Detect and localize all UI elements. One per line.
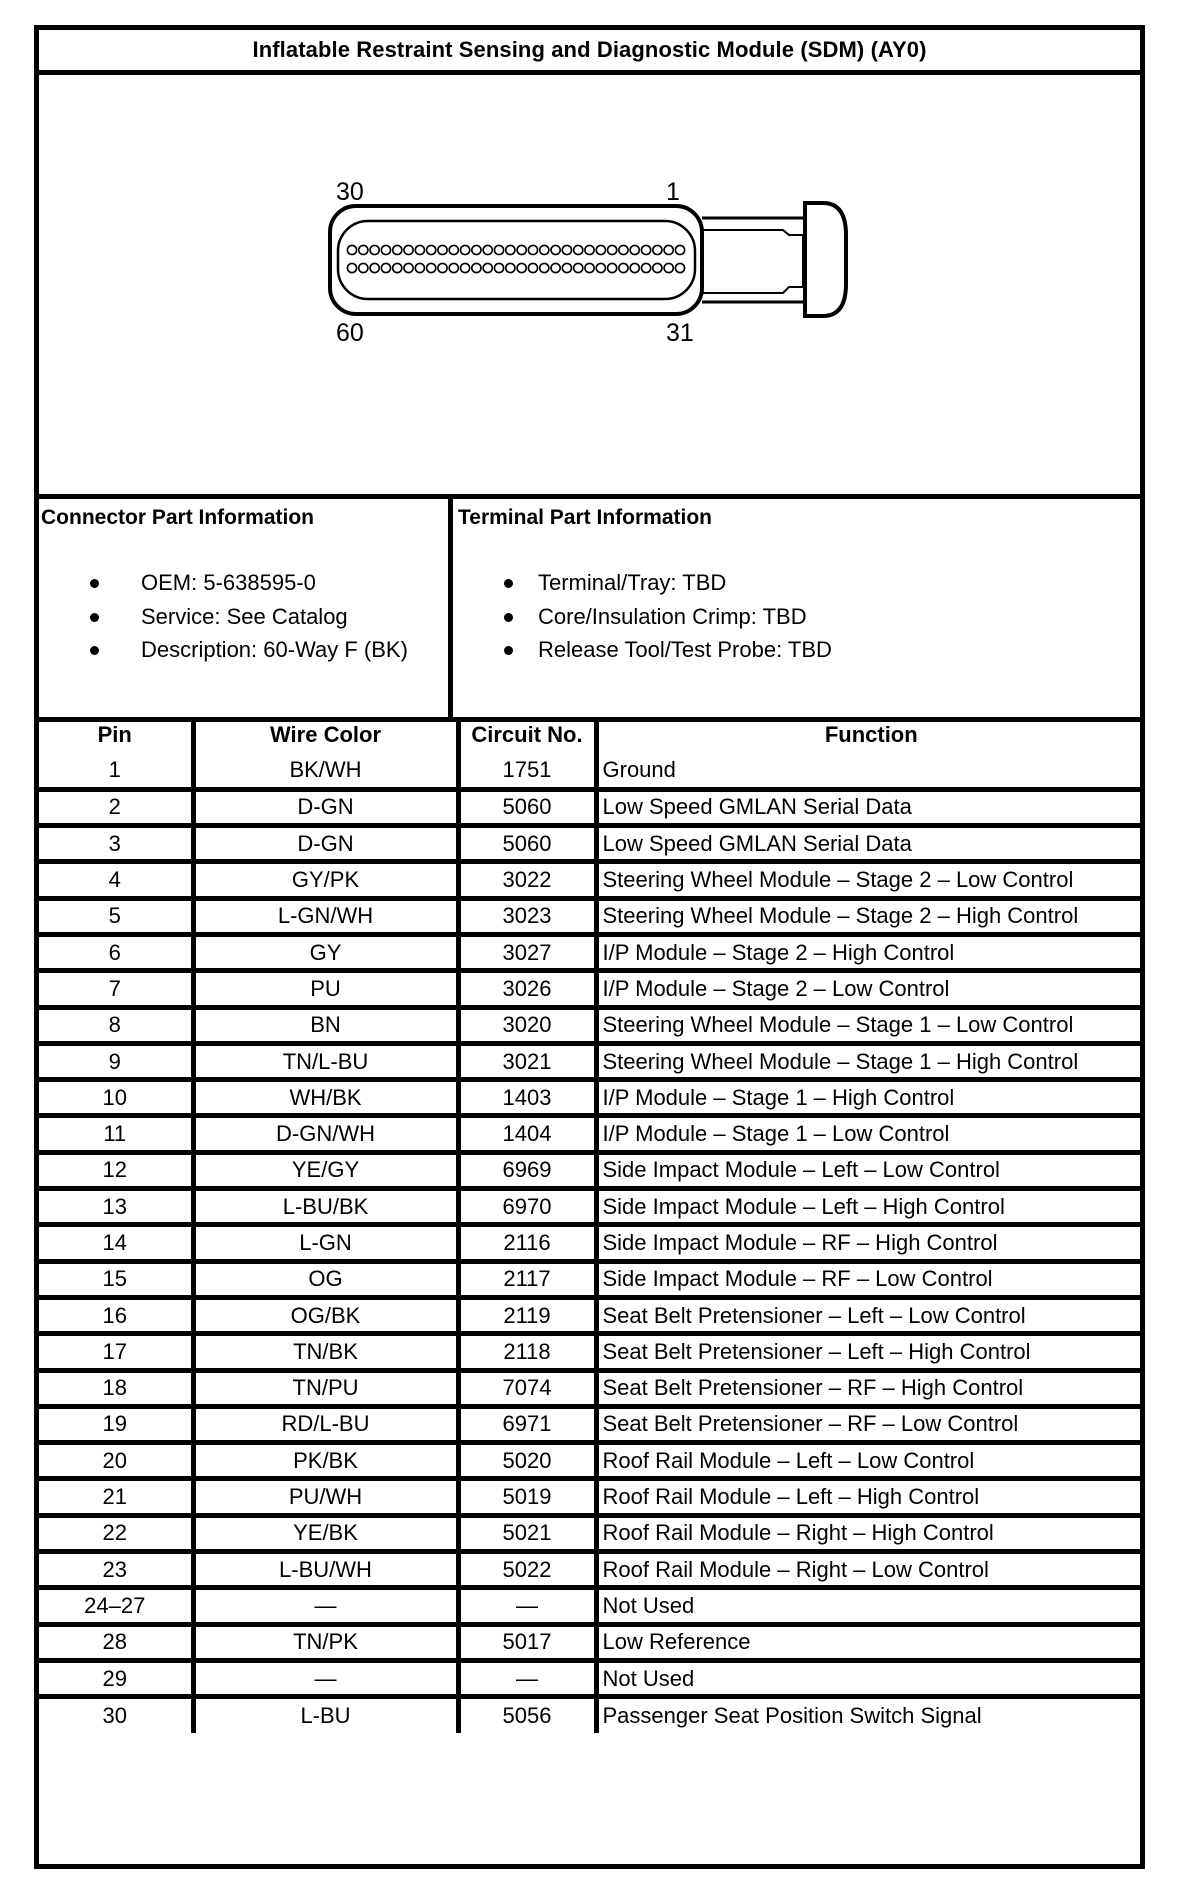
pin-cell: 20 (39, 1443, 193, 1479)
connector-part-info-item: OEM: 5-638595-0 (39, 566, 408, 600)
wire-color-cell: D-GN/WH (193, 1116, 458, 1152)
pin-cell: 4 (39, 862, 193, 898)
pin-cell: 2 (39, 789, 193, 825)
table-row (39, 1515, 1140, 1551)
terminal-part-info-heading: Terminal Part Information (458, 506, 712, 529)
circuit-cell: 5022 (458, 1552, 596, 1588)
wire-color-cell: RD/L-BU (193, 1406, 458, 1442)
connector-part-info-heading: Connector Part Information (41, 506, 315, 529)
circuit-cell: — (458, 1660, 596, 1696)
circuit-cell: 5060 (458, 826, 596, 862)
function-cell: Steering Wheel Module – Stage 2 – High Control (596, 898, 1140, 934)
connector-end-view-sheet (34, 25, 1145, 1869)
table-row (39, 1479, 1140, 1515)
pin-cell: 10 (39, 1080, 193, 1116)
function-cell: Not Used (596, 1588, 1140, 1624)
pin-cell: 1 (39, 753, 193, 789)
bullet-icon (504, 646, 513, 655)
table-row (39, 1116, 1140, 1152)
pin-cell: 5 (39, 898, 193, 934)
table-row (39, 1043, 1140, 1079)
function-cell: Not Used (596, 1660, 1140, 1696)
sheet-title: Inflatable Restraint Sensing and Diagnostic Module (SDM) (AY0) (39, 30, 1140, 75)
function-cell: I/P Module – Stage 2 – High Control (596, 934, 1140, 970)
circuit-cell: 5021 (458, 1515, 596, 1551)
pin-cell: 21 (39, 1479, 193, 1515)
circuit-cell: 1403 (458, 1080, 596, 1116)
function-cell: I/P Module – Stage 1 – Low Control (596, 1116, 1140, 1152)
circuit-cell: 3022 (458, 862, 596, 898)
wire-color-cell: BK/WH (193, 753, 458, 789)
function-cell: I/P Module – Stage 1 – High Control (596, 1080, 1140, 1116)
table-row (39, 1189, 1140, 1225)
connector-part-info-list (39, 566, 408, 667)
circuit-cell: — (458, 1588, 596, 1624)
function-cell: I/P Module – Stage 2 – Low Control (596, 971, 1140, 1007)
pin-label-30: 30 (336, 178, 364, 206)
circuit-cell: 1404 (458, 1116, 596, 1152)
connector-face-icon (39, 75, 1140, 494)
pin-cell: 12 (39, 1152, 193, 1188)
circuit-cell: 1751 (458, 753, 596, 789)
table-row (39, 1297, 1140, 1333)
wire-color-cell: TN/L-BU (193, 1043, 458, 1079)
function-cell: Side Impact Module – Left – Low Control (596, 1152, 1140, 1188)
function-cell: Seat Belt Pretensioner – RF – High Control (596, 1370, 1140, 1406)
circuit-cell: 3027 (458, 934, 596, 970)
table-row (39, 1370, 1140, 1406)
function-cell: Seat Belt Pretensioner – Left – High Control (596, 1334, 1140, 1370)
wire-color-cell: TN/BK (193, 1334, 458, 1370)
connector-diagram (39, 75, 1140, 494)
pin-cell: 16 (39, 1297, 193, 1333)
pinout-table (39, 717, 1140, 1733)
wire-color-cell: GY/PK (193, 862, 458, 898)
terminal-part-info-list (453, 566, 832, 667)
wire-color-cell: PK/BK (193, 1443, 458, 1479)
pin-cell: 28 (39, 1624, 193, 1660)
terminal-part-info-item: Terminal/Tray: TBD (453, 566, 832, 600)
connector-part-info (39, 499, 453, 717)
wire-color-cell: OG (193, 1261, 458, 1297)
circuit-cell: 3020 (458, 1007, 596, 1043)
pin-cell: 29 (39, 1660, 193, 1696)
pin-cell: 11 (39, 1116, 193, 1152)
column-header-function: Function (824, 722, 918, 747)
wire-color-cell: YE/BK (193, 1515, 458, 1551)
table-row (39, 1334, 1140, 1370)
pin-cell: 3 (39, 826, 193, 862)
circuit-cell: 5060 (458, 789, 596, 825)
function-cell: Steering Wheel Module – Stage 1 – Low Control (596, 1007, 1140, 1043)
wire-color-cell: TN/PK (193, 1624, 458, 1660)
column-header-wire-color: Wire Color (193, 717, 458, 753)
pin-label-31: 31 (666, 319, 694, 347)
wire-color-cell: L-BU (193, 1697, 458, 1733)
column-header-circuit: Circuit No. (458, 717, 596, 753)
terminal-part-info-item: Core/Insulation Crimp: TBD (453, 600, 832, 634)
wire-color-cell: PU (193, 971, 458, 1007)
circuit-cell: 6969 (458, 1152, 596, 1188)
circuit-cell: 5017 (458, 1624, 596, 1660)
table-row (39, 826, 1140, 862)
circuit-cell: 5019 (458, 1479, 596, 1515)
bullet-icon (90, 646, 99, 655)
function-cell: Roof Rail Module – Left – High Control (596, 1479, 1140, 1515)
wire-color-cell: OG/BK (193, 1297, 458, 1333)
circuit-cell: 6971 (458, 1406, 596, 1442)
table-row (39, 1552, 1140, 1588)
circuit-cell: 2116 (458, 1225, 596, 1261)
bullet-icon (90, 613, 99, 622)
pin-cell: 17 (39, 1334, 193, 1370)
function-cell: Roof Rail Module – Left – Low Control (596, 1443, 1140, 1479)
table-row (39, 898, 1140, 934)
wire-color-cell: D-GN (193, 789, 458, 825)
function-cell: Ground (596, 753, 1140, 789)
table-row (39, 934, 1140, 970)
function-cell: Side Impact Module – Left – High Control (596, 1189, 1140, 1225)
table-row (39, 1152, 1140, 1188)
function-cell: Low Reference (596, 1624, 1140, 1660)
connector-part-info-item: Description: 60-Way F (BK) (39, 633, 408, 667)
table-row (39, 1624, 1140, 1660)
pin-cell: 7 (39, 971, 193, 1007)
wire-color-cell: YE/GY (193, 1152, 458, 1188)
wire-color-cell: PU/WH (193, 1479, 458, 1515)
table-row (39, 1443, 1140, 1479)
wire-color-cell: — (193, 1660, 458, 1696)
function-cell: Low Speed GMLAN Serial Data (596, 789, 1140, 825)
pin-cell: 22 (39, 1515, 193, 1551)
circuit-cell: 5056 (458, 1697, 596, 1733)
table-row (39, 971, 1140, 1007)
wire-color-cell: WH/BK (193, 1080, 458, 1116)
pin-cell: 8 (39, 1007, 193, 1043)
bullet-icon (90, 579, 99, 588)
connector-part-info-item: Service: See Catalog (39, 600, 408, 634)
circuit-cell: 5020 (458, 1443, 596, 1479)
function-cell: Steering Wheel Module – Stage 2 – Low Control (596, 862, 1140, 898)
circuit-cell: 2119 (458, 1297, 596, 1333)
circuit-cell: 6970 (458, 1189, 596, 1225)
pin-cell: 18 (39, 1370, 193, 1406)
terminal-part-info (453, 499, 1140, 717)
pin-cell: 24–27 (39, 1588, 193, 1624)
wire-color-cell: L-GN (193, 1225, 458, 1261)
table-row (39, 1660, 1140, 1696)
table-row (39, 1406, 1140, 1442)
function-cell: Steering Wheel Module – Stage 1 – High Control (596, 1043, 1140, 1079)
wire-color-cell: L-BU/BK (193, 1189, 458, 1225)
column-header-pin: Pin (39, 717, 193, 753)
pin-cell: 13 (39, 1189, 193, 1225)
wire-color-cell: TN/PU (193, 1370, 458, 1406)
wire-color-cell: L-GN/WH (193, 898, 458, 934)
table-row (39, 1588, 1140, 1624)
function-cell: Seat Belt Pretensioner – Left – Low Control (596, 1297, 1140, 1333)
wire-color-cell: GY (193, 934, 458, 970)
table-row (39, 1080, 1140, 1116)
function-cell: Roof Rail Module – Right – Low Control (596, 1552, 1140, 1588)
circuit-cell: 3026 (458, 971, 596, 1007)
circuit-cell: 3023 (458, 898, 596, 934)
table-row (39, 1007, 1140, 1043)
table-row (39, 862, 1140, 898)
table-row (39, 789, 1140, 825)
wire-color-cell: D-GN (193, 826, 458, 862)
table-row (39, 753, 1140, 789)
table-row (39, 1261, 1140, 1297)
pin-label-1: 1 (666, 178, 680, 206)
function-cell: Roof Rail Module – Right – High Control (596, 1515, 1140, 1551)
pin-cell: 14 (39, 1225, 193, 1261)
wire-color-cell: BN (193, 1007, 458, 1043)
pin-label-60: 60 (336, 319, 364, 347)
pin-cell: 30 (39, 1697, 193, 1733)
bullet-icon (504, 579, 513, 588)
pin-cell: 9 (39, 1043, 193, 1079)
pin-cell: 15 (39, 1261, 193, 1297)
bullet-icon (504, 613, 513, 622)
circuit-cell: 2118 (458, 1334, 596, 1370)
function-cell: Low Speed GMLAN Serial Data (596, 826, 1140, 862)
wire-color-cell: — (193, 1588, 458, 1624)
function-cell: Seat Belt Pretensioner – RF – Low Control (596, 1406, 1140, 1442)
table-header-row (39, 717, 1140, 753)
pin-cell: 6 (39, 934, 193, 970)
function-cell: Passenger Seat Position Switch Signal (602, 1703, 982, 1729)
function-cell: Side Impact Module – RF – High Control (596, 1225, 1140, 1261)
wire-color-cell: L-BU/WH (193, 1552, 458, 1588)
table-row (39, 1225, 1140, 1261)
table-row (39, 1697, 1140, 1733)
part-information (39, 494, 1140, 722)
circuit-cell: 2117 (458, 1261, 596, 1297)
pin-cell: 23 (39, 1552, 193, 1588)
pin-cell: 19 (39, 1406, 193, 1442)
function-cell: Side Impact Module – RF – Low Control (596, 1261, 1140, 1297)
circuit-cell: 7074 (458, 1370, 596, 1406)
terminal-part-info-item: Release Tool/Test Probe: TBD (453, 633, 832, 667)
circuit-cell: 3021 (458, 1043, 596, 1079)
